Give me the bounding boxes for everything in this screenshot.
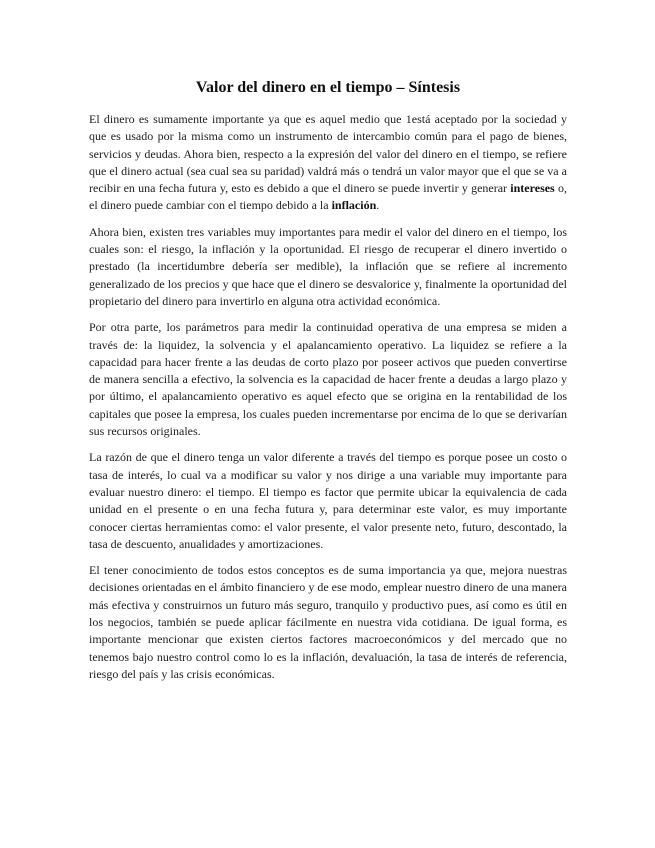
paragraph-3: Por otra parte, los parámetros para medir la continuidad operativa de una empresa se miden a través de: la liquidez, la solvencia y el apalancamiento operativo. La liquidez se refiere a la capacidad para hacer frente a las deudas de corto plazo por poseer activos que pueden convertirse de manera sencilla a efectivo, la solvencia es la capacidad de hacer frente a deudas a largo plazo y por último, el apalancamiento operativo es aquel efecto que se origina en la rentabilidad de los capitales que posee la empresa, los cuales pueden incrementarse por encima de lo que se derivarían sus recursos originales. (89, 320, 567, 439)
document-title: Valor del dinero en el tiempo – Síntesis (195, 79, 461, 96)
keyword-inflacion: inflación (331, 198, 377, 213)
paragraph-1-text-c: . (376, 198, 380, 213)
paragraph-4: La razón de que el dinero tenga un valor diferente a través del tiempo es porque posee un costo o tasa de interés, lo cual va a modificar su valor y nos dirige a una variable muy importante para evaluar nuestro dinero: el tiempo. El tiempo es factor que permite ubicar la equivalencia de cada unidad en el presente o en una fecha futura y, para determinar este valor, es muy importante conocer ciertas herramientas como: el valor presente, el valor presente neto, futuro, descontado, la tasa de descuento, anualidades y amortizaciones. (89, 450, 567, 551)
paragraph-2: Ahora bien, existen tres variables muy importantes para medir el valor del dinero en el tiempo, los cuales son: el riesgo, la inflación y la oportunidad. El riesgo de recuperar el dinero invertido o prestado (la incertidumbre debería ser medible), la inflación que se refiere al incremento generalizado de los precios y que hace que el dinero se desvalorice y, finalmente la oportunidad del propietario del dinero para invertirlo en alguna otra actividad económica. (89, 224, 567, 308)
document-page (89, 78, 567, 692)
paragraph-1-text-a: El dinero es sumamente importante ya que es aquel medio que 1está aceptado por la sociedad y que es usado por la misma como un instrumento de intercambio común para el pago de bienes, servicios y deudas. Ahora bien, respecto a la expresión del valor del dinero en el tiempo, se refiere que el dinero actual (sea cual sea su paridad) valdrá más o tendrá un valor mayor que el que se va a recibir en una fecha futura y, esto es debido a que el dinero se puede invertir y generar (89, 112, 567, 196)
paragraph-1-text-b: o, el dinero puede cambiar con el tiempo debido a la (89, 181, 567, 213)
paragraph-5: El tener conocimiento de todos estos conceptos es de suma importancia ya que, mejora nuestras decisiones orientadas en el ámbito financiero y de ese modo, emplear nuestro dinero de una manera más efectiva y construirnos un futuro más seguro, tranquilo y productivo pues, así como es útil en los negocios, también se puede aplicar fácilmente en nuestra vida cotidiana. De igual forma, es importante mencionar que existen ciertos factores macroeconómicos y del mercado que no tenemos bajo nuestro control como lo es la inflación, devaluación, la tasa de interés de referencia, riesgo del país y las crisis económicas. (89, 563, 567, 681)
paragraph-1 (89, 111, 567, 215)
keyword-intereses: intereses (510, 181, 555, 196)
